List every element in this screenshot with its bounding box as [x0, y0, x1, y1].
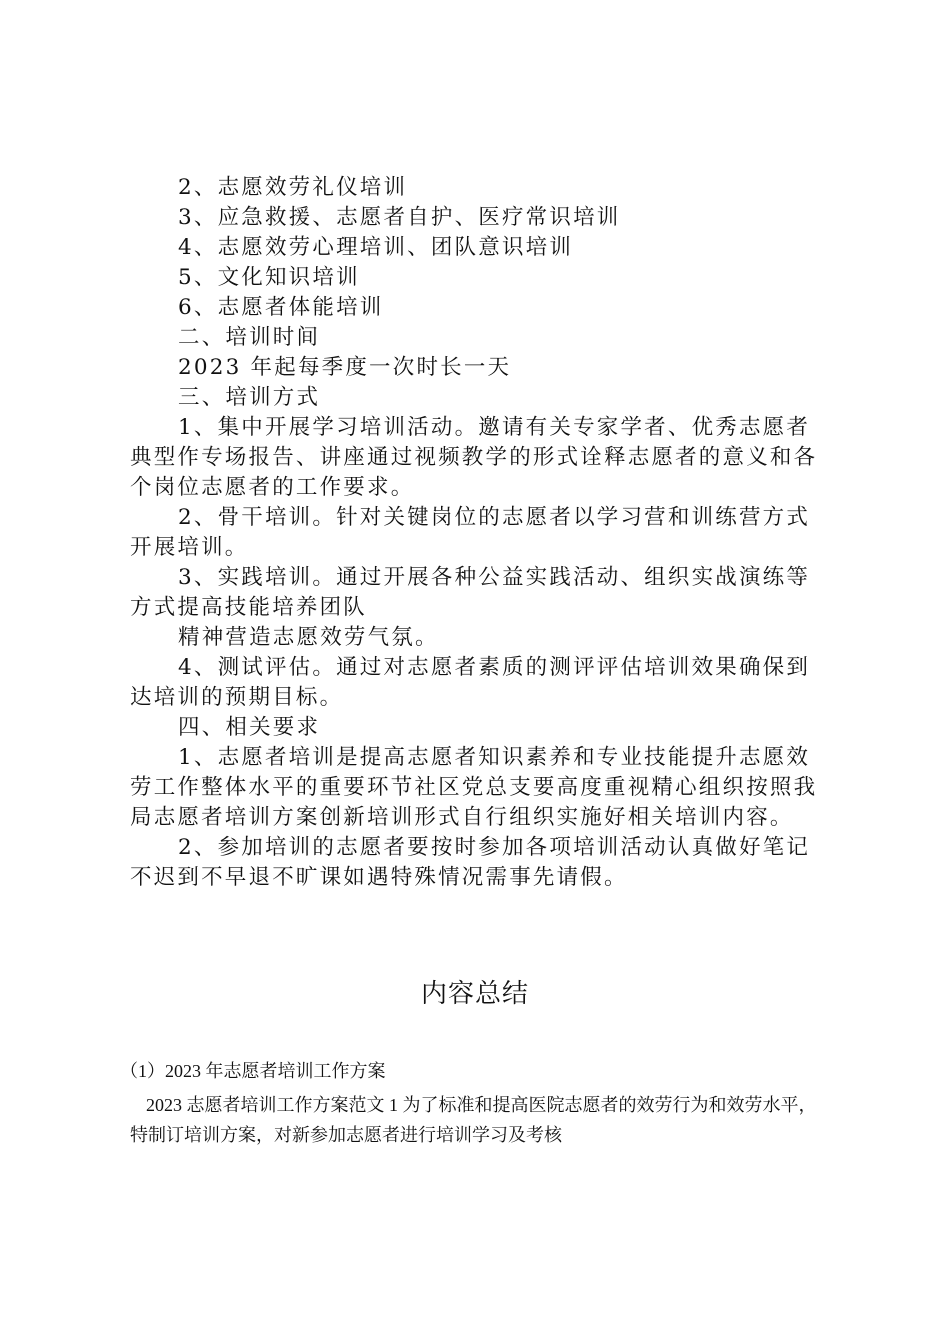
- training-time-text: 2023 年起每季度一次时长一天: [178, 355, 512, 380]
- summary-heading: （1）2023 年志愿者培训工作方案: [120, 1061, 386, 1081]
- summary-title: 内容总结: [420, 979, 529, 1009]
- section-heading-training-method: 三、培训方式: [178, 385, 321, 410]
- paragraph: 1、志愿者培训是提高志愿者知识素养和专业技能提升志愿效劳工作整体水平的重要环节社区党总支要高度重视精心组织按照我局志愿者培训方案创新培训形式自行组织实施好相关培训内容。: [130, 745, 818, 830]
- list-item: 3、应急救援、志愿者自护、医疗常识培训: [178, 205, 621, 230]
- paragraph: 1、集中开展学习培训活动。邀请有关专家学者、优秀志愿者典型作专场报告、讲座通过视频教学的形式诠释志愿者的意义和各个岗位志愿者的工作要求。: [130, 415, 818, 500]
- paragraph: 2、骨干培训。针对关键岗位的志愿者以学习营和训练营方式开展培训。: [130, 505, 811, 560]
- list-item: 6、志愿者体能培训: [178, 295, 384, 320]
- list-item: 4、志愿效劳心理培训、团队意识培训: [178, 235, 574, 260]
- paragraph: 3、实践培训。通过开展各种公益实践活动、组织实战演练等方式提高技能培养团队: [130, 565, 811, 620]
- section-heading-requirements: 四、相关要求: [178, 715, 321, 740]
- list-item: 2、志愿效劳礼仪培训: [178, 175, 408, 200]
- summary-section: [120, 1058, 830, 1150]
- summary-paragraph: 2023 志愿者培训工作方案范文 1 为了标准和提高医院志愿者的效劳行为和效劳水平，特制订培训方案，对新参加志愿者进行培训学习及考核: [130, 1095, 817, 1145]
- list-item: 5、文化知识培训: [178, 265, 360, 290]
- document-body: [130, 173, 830, 893]
- section-heading-training-time: 二、培训时间: [178, 325, 321, 350]
- paragraph: 2、参加培训的志愿者要按时参加各项培训活动认真做好笔记不迟到不早退不旷课如遇特殊情况需事先请假。: [130, 835, 811, 890]
- paragraph: 4、测试评估。通过对志愿者素质的测评评估培训效果确保到达培训的预期目标。: [130, 655, 811, 710]
- paragraph: 精神营造志愿效劳气氛。: [178, 625, 439, 650]
